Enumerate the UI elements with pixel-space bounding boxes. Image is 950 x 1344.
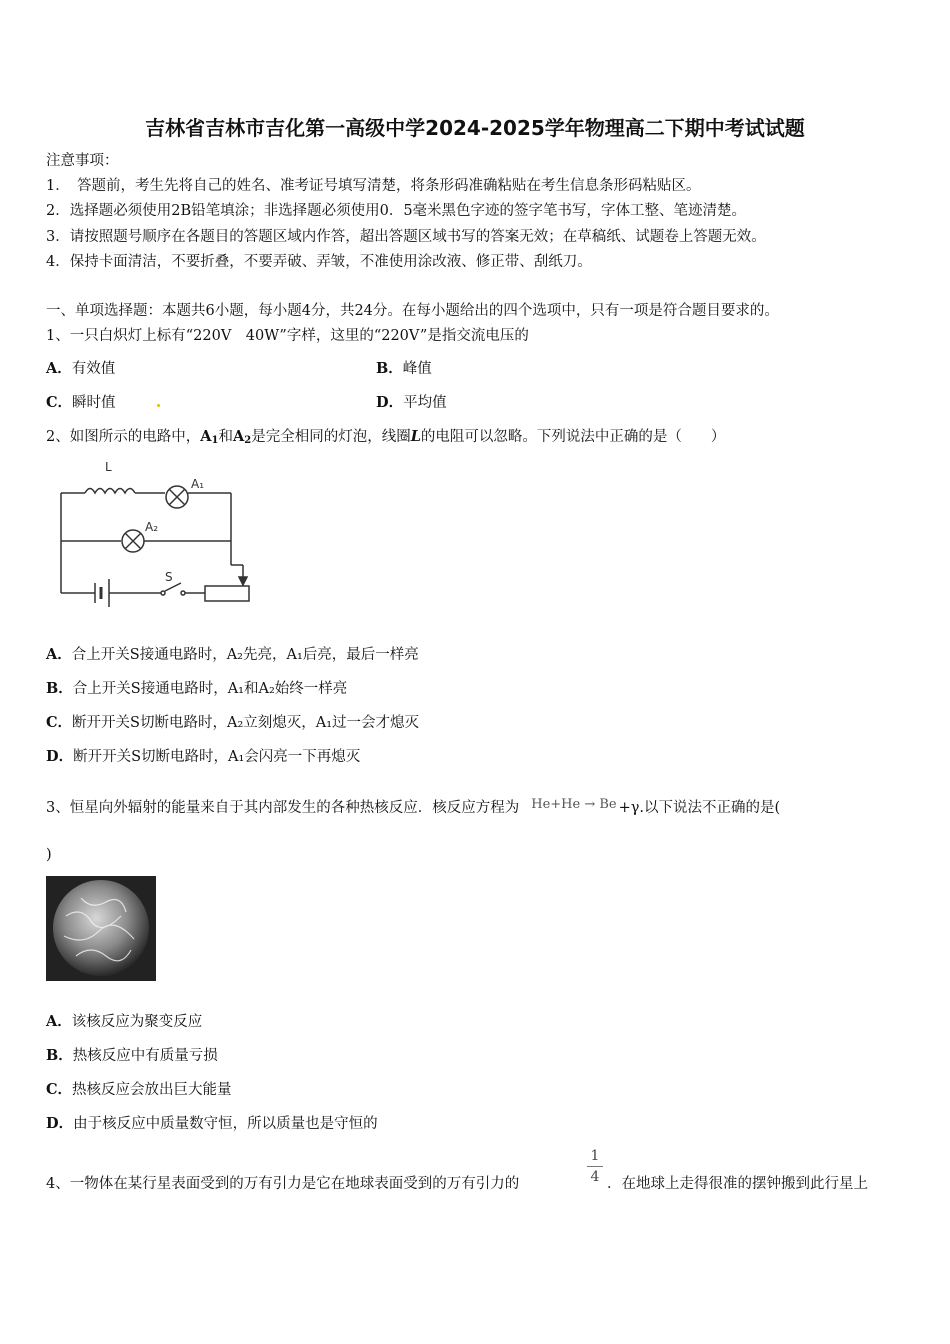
lamp-a2-sub: 2 — [244, 435, 252, 446]
option-text: 热核反应会放出巨大能量 — [72, 1082, 232, 1098]
q2-option-a — [46, 645, 419, 665]
option-key: C． — [46, 714, 73, 731]
q1-option-d — [376, 393, 447, 413]
option-key: D． — [46, 748, 74, 765]
fraction-numerator: 1 — [590, 1148, 600, 1164]
stray-dot — [157, 404, 160, 407]
q1-option-c — [46, 393, 116, 413]
option-key: B． — [376, 360, 403, 377]
option-text: 热核反应中有质量亏损 — [72, 1048, 218, 1064]
notice-item-3: 3．请按照题号顺序在各题目的答题区域内作答，超出答题区域书写的答案无效；在草稿纸、试题卷上答题无效。 — [46, 229, 766, 245]
fraction-denominator: 4 — [590, 1169, 600, 1185]
circuit-diagram — [55, 455, 255, 615]
stem-text: +γ.以下说法不正确的是( — [618, 800, 781, 816]
rheostat — [205, 586, 249, 601]
option-text: 由于核反应中质量数守恒，所以质量也是守恒的 — [73, 1116, 378, 1132]
option-key: D． — [46, 1115, 74, 1132]
inductor-coil — [85, 489, 135, 494]
option-text: 峰值 — [402, 361, 432, 377]
nuclear-equation: He+He → Be — [531, 797, 617, 812]
switch-blade — [165, 583, 181, 591]
exam-title: 吉林省吉林市吉化第一高级中学2024-2025学年物理高二下期中考试试题 — [145, 116, 805, 140]
coil-label: L — [410, 428, 421, 445]
q2-option-d — [46, 747, 360, 767]
q4-stem-pre: 4、一物体在某行星表面受到的万有引力是它在地球表面受到的万有引力的 — [46, 1176, 520, 1192]
stem-text: 和 — [218, 429, 233, 445]
label-A2: A₂ — [145, 520, 159, 534]
star-image — [46, 876, 156, 981]
q2-option-c — [46, 713, 419, 733]
option-text: 合上开关S接通电路时，A₂先亮，A₁后亮，最后一样亮 — [71, 647, 419, 663]
lamp-a1: A — [200, 428, 212, 445]
lamp-a1-sub: 1 — [211, 435, 219, 446]
fraction — [587, 1148, 603, 1185]
option-text: 有效值 — [71, 361, 116, 377]
stem-text: 的电阻可以忽略。下列说法中正确的是（ ） — [420, 429, 726, 445]
q3-stem — [46, 795, 780, 818]
label-L: L — [105, 460, 112, 474]
option-text: 合上开关S接通电路时，A₁和A₂始终一样亮 — [72, 681, 348, 697]
stem-text: 3、恒星向外辐射的能量来自于其内部发生的各种热核反应．核反应方程为 — [46, 800, 520, 816]
option-key: A． — [46, 360, 72, 377]
q3-option-c — [46, 1080, 232, 1100]
q3-option-a — [46, 1012, 202, 1032]
lamp-a2: A — [232, 428, 245, 445]
stem-text: 2、如图所示的电路中， — [46, 429, 201, 445]
fraction-bar — [587, 1166, 603, 1167]
label-S: S — [165, 570, 173, 584]
notice-item-2: 2．选择题必须使用2B铅笔填涂；非选择题必须使用0．5毫米黑色字迹的签字笔书写，字体工整、笔迹清楚。 — [46, 203, 747, 219]
option-text: 该核反应为聚变反应 — [71, 1014, 203, 1030]
q3-option-d — [46, 1114, 378, 1134]
q1-stem: 1、一只白炽灯上标有“220V 40W”字样，这里的“220V”是指交流电压的 — [46, 328, 529, 344]
q1-option-a — [46, 359, 115, 379]
notice-item-1: 1． 答题前，考生先将自己的姓名、准考证号填写清楚，将条形码准确粘贴在考生信息条形码粘贴区。 — [46, 178, 701, 194]
option-text: 断开开关S切断电路时，A₁会闪亮一下再熄灭 — [73, 749, 361, 765]
option-text: 平均值 — [403, 395, 447, 411]
notice-item-4: 4．保持卡面清洁，不要折叠，不要弄破、弄皱，不准使用涂改液、修正带、刮纸刀。 — [46, 254, 592, 270]
option-key: A． — [46, 646, 72, 663]
section-heading: 一、单项选择题：本题共6小题，每小题4分，共24分。在每小题给出的四个选项中，只有一项是符合题目要求的。 — [46, 303, 779, 319]
option-key: B． — [46, 680, 73, 697]
label-A1: A₁ — [191, 477, 205, 491]
q3-stem-close: ) — [46, 847, 52, 863]
option-text: 断开开关S切断电路时，A₂立刻熄灭，A₁过一会才熄灭 — [72, 715, 420, 731]
q4-stem-post: ．在地球上走得很准的摆钟搬到此行星上 — [607, 1176, 868, 1192]
q2-option-b — [46, 679, 347, 699]
q3-option-b — [46, 1046, 218, 1066]
option-key: A． — [46, 1013, 72, 1030]
notice-heading: 注意事项： — [46, 153, 119, 169]
q2-stem — [46, 427, 725, 451]
q1-option-b — [376, 359, 432, 379]
option-key: C． — [46, 1081, 73, 1098]
option-key: D． — [376, 394, 404, 411]
option-key: B． — [46, 1047, 73, 1064]
star-graphic — [46, 876, 156, 981]
option-key: C． — [46, 394, 73, 411]
option-text: 瞬时值 — [72, 395, 116, 411]
stem-text: 是完全相同的灯泡，线圈 — [251, 429, 411, 445]
